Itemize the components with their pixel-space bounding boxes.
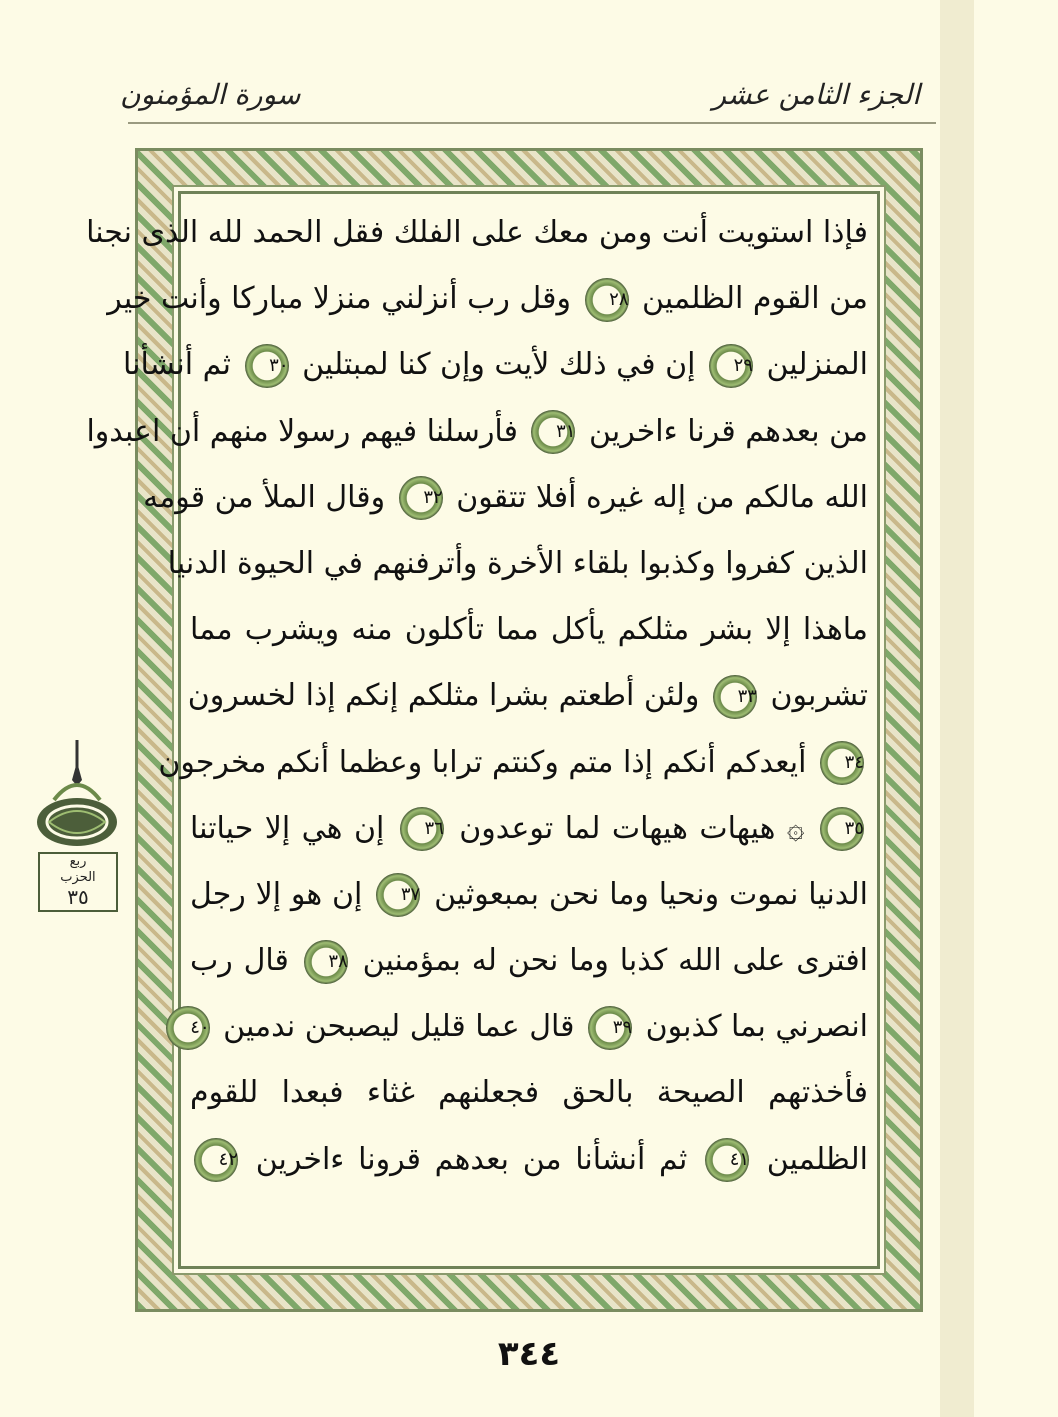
page-number: ٣٤٤ (497, 1334, 561, 1374)
hizb-ornament-icon (34, 740, 120, 850)
ayah-number-marker: ٣٧ (376, 873, 420, 917)
verse-text: المنزلين (766, 347, 868, 383)
text-line (143, 465, 868, 531)
verse-text: انصرني بما كذبون (645, 1009, 868, 1045)
verse-text: قال رب (190, 943, 289, 979)
ayah-number-marker: ٣٤ (820, 741, 864, 785)
text-line (123, 332, 868, 398)
text-line (86, 200, 868, 266)
ayah-number-marker: ٣١ (531, 410, 575, 454)
ayah-number-marker: ٣٢ (399, 476, 443, 520)
verse-text: وقل رب أنزلني منزلا مباركا وأنت خير (107, 281, 571, 317)
verse-text: الله مالكم من إله غيره أفلا تتقون (456, 479, 868, 515)
hizb-label: الحزب (60, 870, 96, 885)
header-divider (128, 122, 936, 124)
text-line (190, 1060, 868, 1126)
text-line (190, 862, 868, 928)
verse-text: فأخذتهم الصيحة بالحق فجعلنهم غثاء فبعدا للقوم (190, 1075, 868, 1111)
verse-text: إن هو إلا رجل (190, 876, 363, 912)
verse-text: ثم أنشأنا (123, 347, 231, 383)
text-line (190, 994, 868, 1060)
surah-title: سورة المؤمنون (120, 78, 301, 111)
verse-text: من القوم الظلمين (642, 281, 868, 317)
verse-text: ولئن أطعتم بشرا مثلكم إنكم إذا لخسرون (187, 678, 700, 714)
ayah-number-marker: ٣٥ (820, 807, 864, 851)
verse-text: ۞ هيهات هيهات لما توعدون (459, 810, 805, 846)
verse-text: تشربون (770, 678, 868, 714)
ayah-number-marker: ٣٣ (713, 675, 757, 719)
ayah-number-marker: ٢٩ (709, 344, 753, 388)
hizb-number: ٣٥ (67, 885, 89, 909)
verse-text: فأرسلنا فيهم رسولا منهم أن اعبدوا (86, 413, 518, 449)
verse-text: إن في ذلك لأيت وإن كنا لمبتلين (302, 347, 696, 383)
page-header (120, 70, 920, 120)
ayah-number-marker: ٣٦ (400, 807, 444, 851)
hizb-quarter-label: ربع (69, 854, 87, 869)
verse-text: أيعدكم أنكم إذا متم وكنتم ترابا وعظما أنكم مخرجون (158, 744, 807, 780)
ayah-number-marker: ٤١ (705, 1138, 749, 1182)
ayah-number-marker: ٤٢ (194, 1138, 238, 1182)
text-line (107, 266, 868, 332)
text-line (86, 399, 868, 465)
ayah-number-marker: ٣٩ (588, 1006, 632, 1050)
verse-text: قال عما قليل ليصبحن ندمين (223, 1009, 575, 1045)
text-line (190, 796, 868, 862)
quran-text-body (86, 200, 869, 1260)
text-line (167, 531, 868, 597)
verse-text: افترى على الله كذبا وما نحن له بمؤمنين (362, 943, 868, 979)
verse-text: الظلمين (766, 1141, 868, 1177)
verse-text: ثم أنشأنا من بعدهم قرونا ءاخرين (255, 1141, 688, 1177)
text-line (187, 663, 868, 729)
verse-text: وقال الملأ من قومه (143, 479, 386, 515)
hizb-marker (38, 852, 118, 912)
verse-text: من بعدهم قرنا ءاخرين (589, 413, 868, 449)
ayah-number-marker: ٣٠ (245, 344, 289, 388)
verse-text: ماهذا إلا بشر مثلكم يأكل مما تأكلون منه ويشرب مما (190, 612, 868, 648)
juz-title: الجزء الثامن عشر (712, 78, 920, 111)
verse-text: إن هي إلا حياتنا (190, 810, 385, 846)
ayah-number-marker: ٢٨ (585, 278, 629, 322)
text-line (190, 928, 868, 994)
text-line (158, 730, 868, 796)
verse-text: الذين كفروا وكذبوا بلقاء الأخرة وأترفنهم في الحيوة الدنيا (167, 545, 868, 581)
verse-text: فإذا استويت أنت ومن معك على الفلك فقل الحمد لله الذى نجنا (86, 215, 868, 250)
text-line (190, 1127, 868, 1193)
verse-text: الدنيا نموت ونحيا وما نحن بمبعوثين (434, 876, 869, 912)
text-line (190, 597, 868, 663)
page-edge (940, 0, 974, 1417)
ayah-number-marker: ٤٠ (166, 1006, 210, 1050)
ayah-number-marker: ٣٨ (304, 940, 348, 984)
